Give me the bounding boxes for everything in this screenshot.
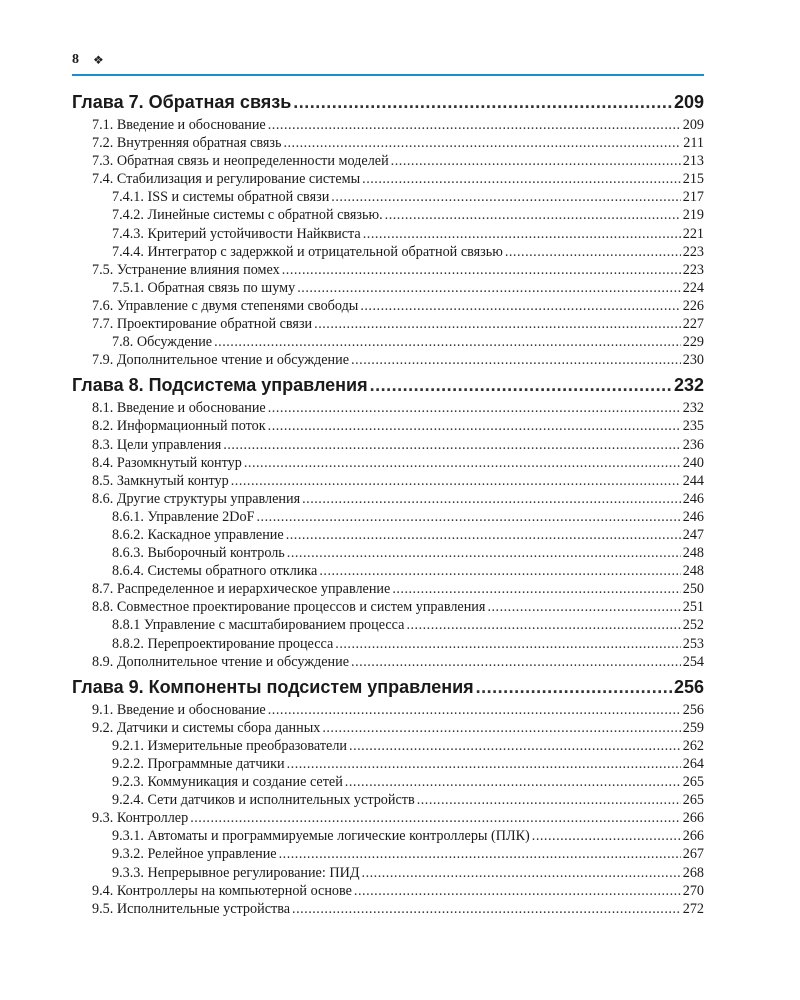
toc-entry (72, 333, 704, 351)
toc-entry (72, 188, 704, 206)
toc-entry (72, 845, 704, 863)
toc-entry-label: 9.2. Датчики и системы сбора данных (92, 719, 321, 736)
book-page (72, 48, 704, 918)
toc-entry-label: 9.3.2. Релейное управление (112, 846, 277, 863)
toc-page-number: 247 (682, 526, 704, 543)
toc-page-number: 232 (682, 400, 704, 417)
toc-entry-label: 7.8. Обсуждение (112, 334, 213, 351)
toc-page-number: 256 (673, 676, 704, 697)
toc-page-number: 270 (682, 882, 704, 899)
toc-entry-label: 8.7. Распределенное и иерархическое управление (92, 581, 391, 598)
toc-entry (72, 526, 704, 544)
toc-page-number: 223 (682, 243, 704, 260)
toc-entry-label: 7.4.3. Критерий устойчивости Найквиста (112, 225, 361, 242)
toc-entry (72, 472, 704, 490)
dot-leader (362, 170, 681, 188)
toc-entry (72, 116, 704, 134)
toc-chapter-heading (72, 89, 704, 116)
toc-entry-label: 9.2.4. Сети датчиков и исполнительных устройств (112, 792, 415, 809)
dot-leader (351, 653, 681, 671)
dot-leader (279, 845, 681, 863)
toc-entry (72, 598, 704, 616)
toc-entry (72, 225, 704, 243)
toc-page-number: 265 (682, 792, 704, 809)
dot-leader (297, 279, 681, 297)
dot-leader (287, 544, 681, 562)
toc-page-number: 248 (682, 545, 704, 562)
toc-entry-label: 9.4. Контроллеры на компьютерной основе (92, 882, 352, 899)
toc-page-number: 232 (673, 375, 704, 396)
toc-entry-label: 7.5.1. Обратная связь по шуму (112, 279, 296, 296)
toc-page-number: 219 (682, 207, 704, 224)
dot-leader (268, 701, 681, 719)
toc-entry (72, 719, 704, 737)
dot-leader (351, 351, 681, 369)
dot-leader (345, 773, 681, 791)
toc-entry (72, 809, 704, 827)
toc-entry-label: 7.4.1. ISS и системы обратной связи (112, 189, 330, 206)
toc-entry-label: 7.1. Введение и обоснование (92, 117, 266, 133)
dot-leader (349, 737, 681, 755)
dot-leader (354, 882, 681, 900)
toc-entry (72, 170, 704, 188)
dot-leader (257, 508, 681, 526)
toc-page-number: 217 (682, 189, 704, 206)
toc-entry-label: 9.2.2. Программные датчики (112, 756, 285, 772)
toc-chapter-heading (72, 372, 704, 399)
toc-page-number: 211 (683, 135, 704, 152)
toc-entry-label: 7.4.4. Интегратор с задержкой и отрицательной обратной связью (112, 243, 503, 260)
toc-page-number: 209 (673, 92, 704, 112)
toc-entry (72, 864, 704, 882)
dot-leader (314, 315, 681, 333)
page-header (72, 48, 704, 72)
toc-page-number: 240 (682, 454, 704, 471)
toc-entry (72, 243, 704, 261)
toc-entry (72, 436, 704, 454)
dot-leader (370, 372, 672, 399)
dot-leader (287, 755, 681, 773)
dot-leader (532, 827, 681, 845)
toc-page-number: 221 (682, 225, 704, 242)
toc-entry-label: 8.6.1. Управление 2DoF (112, 508, 255, 525)
dot-leader (292, 900, 681, 918)
dot-leader (214, 333, 681, 351)
dot-leader (282, 261, 681, 279)
toc-page-number: 213 (682, 153, 704, 170)
toc-entry (72, 508, 704, 526)
toc-entry (72, 580, 704, 598)
toc-entry-label: 7.5. Устранение влияния помех (92, 261, 280, 278)
toc-entry (72, 827, 704, 845)
toc-page-number: 226 (682, 297, 704, 314)
toc-page-number: 250 (682, 581, 704, 598)
dot-leader (190, 809, 681, 827)
dot-leader (406, 616, 680, 634)
toc-page-number: 236 (682, 436, 704, 453)
dot-leader (476, 674, 672, 701)
toc-entry-label: 8.2. Информационный поток (92, 418, 266, 435)
toc-entry-label: 8.8.2. Перепроектирование процесса (112, 635, 334, 652)
toc-entry-label: Глава 8. Подсистема управления (72, 375, 368, 396)
toc-entry (72, 616, 704, 634)
dot-leader (231, 472, 681, 490)
toc-page-number: 268 (682, 864, 704, 881)
toc-page-number: 209 (682, 117, 704, 133)
toc-entry-label: 8.5. Замкнутый контур (92, 472, 229, 489)
header-rule (72, 74, 704, 76)
toc-page-number: 248 (682, 563, 704, 580)
dot-leader (286, 526, 681, 544)
toc-entry (72, 544, 704, 562)
toc-page-number: 256 (682, 701, 704, 718)
dot-leader (223, 436, 680, 454)
toc-entry-label: Глава 9. Компоненты подсистем управления (72, 676, 474, 697)
toc-page-number: 246 (682, 508, 704, 525)
toc-entry (72, 417, 704, 435)
toc-entry-label: 8.6.2. Каскадное управление (112, 526, 284, 543)
toc-page-number: 264 (682, 756, 704, 772)
toc-entry (72, 701, 704, 719)
dot-leader (244, 454, 681, 472)
toc-entry-label: 8.1. Введение и обоснование (92, 400, 266, 417)
dot-leader (268, 399, 681, 417)
toc-entry (72, 562, 704, 580)
toc-entry (72, 261, 704, 279)
toc-entry (72, 297, 704, 315)
toc-entry-label: 7.2. Внутренняя обратная связь (92, 135, 282, 152)
toc-entry (72, 900, 704, 918)
toc-entry (72, 454, 704, 472)
table-of-contents (72, 89, 704, 918)
toc-entry-label: 8.6. Другие структуры управления (92, 490, 301, 507)
dot-leader (302, 490, 681, 508)
toc-page-number: 235 (682, 418, 704, 435)
toc-entry-label: 9.2.1. Измерительные преобразователи (112, 737, 348, 754)
dot-leader (362, 864, 681, 882)
toc-entry (72, 399, 704, 417)
toc-entry-label: 7.4.2. Линейные системы с обратной связью. (112, 207, 383, 224)
toc-page-number: 272 (682, 900, 704, 917)
toc-entry-label: 7.9. Дополнительное чтение и обсуждение (92, 352, 350, 369)
toc-page-number: 266 (682, 810, 704, 827)
dot-leader (363, 225, 681, 243)
toc-page-number: 246 (682, 490, 704, 507)
toc-page-number: 251 (682, 599, 704, 616)
toc-entry (72, 737, 704, 755)
dot-leader (293, 89, 672, 116)
toc-page-number: 254 (682, 653, 704, 670)
toc-entry (72, 206, 704, 224)
dot-leader (360, 297, 680, 315)
toc-entry-label: 7.3. Обратная связь и неопределенности моделей (92, 153, 389, 170)
toc-entry-label: 7.6. Управление с двумя степенями свободы (92, 297, 359, 314)
toc-page-number: 230 (682, 352, 704, 369)
dot-leader (385, 206, 681, 224)
toc-entry-label: 8.3. Цели управления (92, 436, 222, 453)
page-number: 8 (72, 52, 79, 67)
dot-leader (268, 417, 681, 435)
toc-page-number: 224 (682, 279, 704, 296)
toc-entry (72, 279, 704, 297)
toc-page-number: 262 (682, 737, 704, 754)
dot-leader (319, 562, 680, 580)
dot-leader (487, 598, 680, 616)
ornament-icon: ❖ (93, 52, 104, 67)
toc-page-number: 253 (682, 635, 704, 652)
toc-entry (72, 755, 704, 773)
dot-leader (322, 719, 680, 737)
toc-page-number: 259 (682, 719, 704, 736)
toc-entry (72, 152, 704, 170)
toc-entry-label: 9.3.3. Непрерывное регулирование: ПИД (112, 864, 360, 881)
toc-entry-label: 9.3.1. Автоматы и программируемые логические контроллеры (ПЛК) (112, 828, 530, 845)
toc-entry (72, 635, 704, 653)
toc-entry-label: 9.1. Введение и обоснование (92, 701, 266, 718)
toc-entry-label: 9.5. Исполнительные устройства (92, 900, 291, 917)
toc-entry-label: 8.9. Дополнительное чтение и обсуждение (92, 653, 350, 670)
toc-entry-label: 8.6.4. Системы обратного отклика (112, 563, 318, 580)
dot-leader (335, 635, 680, 653)
toc-page-number: 267 (682, 846, 704, 863)
toc-entry (72, 134, 704, 152)
toc-entry-label: 8.4. Разомкнутый контур (92, 454, 242, 471)
toc-entry-label: 9.2.3. Коммуникация и создание сетей (112, 774, 343, 791)
toc-entry (72, 653, 704, 671)
toc-entry-label: 8.8.1 Управление с масштабированием процесса (112, 617, 405, 634)
dot-leader (392, 580, 680, 598)
toc-entry (72, 351, 704, 369)
toc-entry-label: 7.7. Проектирование обратной связи (92, 316, 313, 333)
toc-entry-label: Глава 7. Обратная связь (72, 92, 292, 112)
toc-page-number: 227 (682, 316, 704, 333)
dot-leader (283, 134, 681, 152)
toc-entry-label: 8.6.3. Выборочный контроль (112, 545, 285, 562)
dot-leader (417, 791, 681, 809)
toc-entry (72, 882, 704, 900)
toc-entry (72, 773, 704, 791)
toc-page-number: 265 (682, 774, 704, 791)
toc-entry-label: 7.4. Стабилизация и регулирование системы (92, 171, 361, 188)
toc-entry-label: 9.3. Контроллер (92, 810, 189, 827)
toc-entry (72, 490, 704, 508)
toc-page-number: 229 (682, 334, 704, 351)
dot-leader (505, 243, 681, 261)
toc-entry-label: 8.8. Совместное проектирование процессов и систем управления (92, 599, 486, 616)
toc-page-number: 266 (682, 828, 704, 845)
toc-entry (72, 791, 704, 809)
toc-page-number: 215 (682, 171, 704, 188)
toc-page-number: 244 (682, 472, 704, 489)
toc-chapter-heading (72, 674, 704, 701)
dot-leader (268, 116, 681, 134)
dot-leader (391, 152, 681, 170)
toc-page-number: 223 (682, 261, 704, 278)
toc-entry (72, 315, 704, 333)
toc-page-number: 252 (682, 617, 704, 634)
dot-leader (331, 188, 680, 206)
